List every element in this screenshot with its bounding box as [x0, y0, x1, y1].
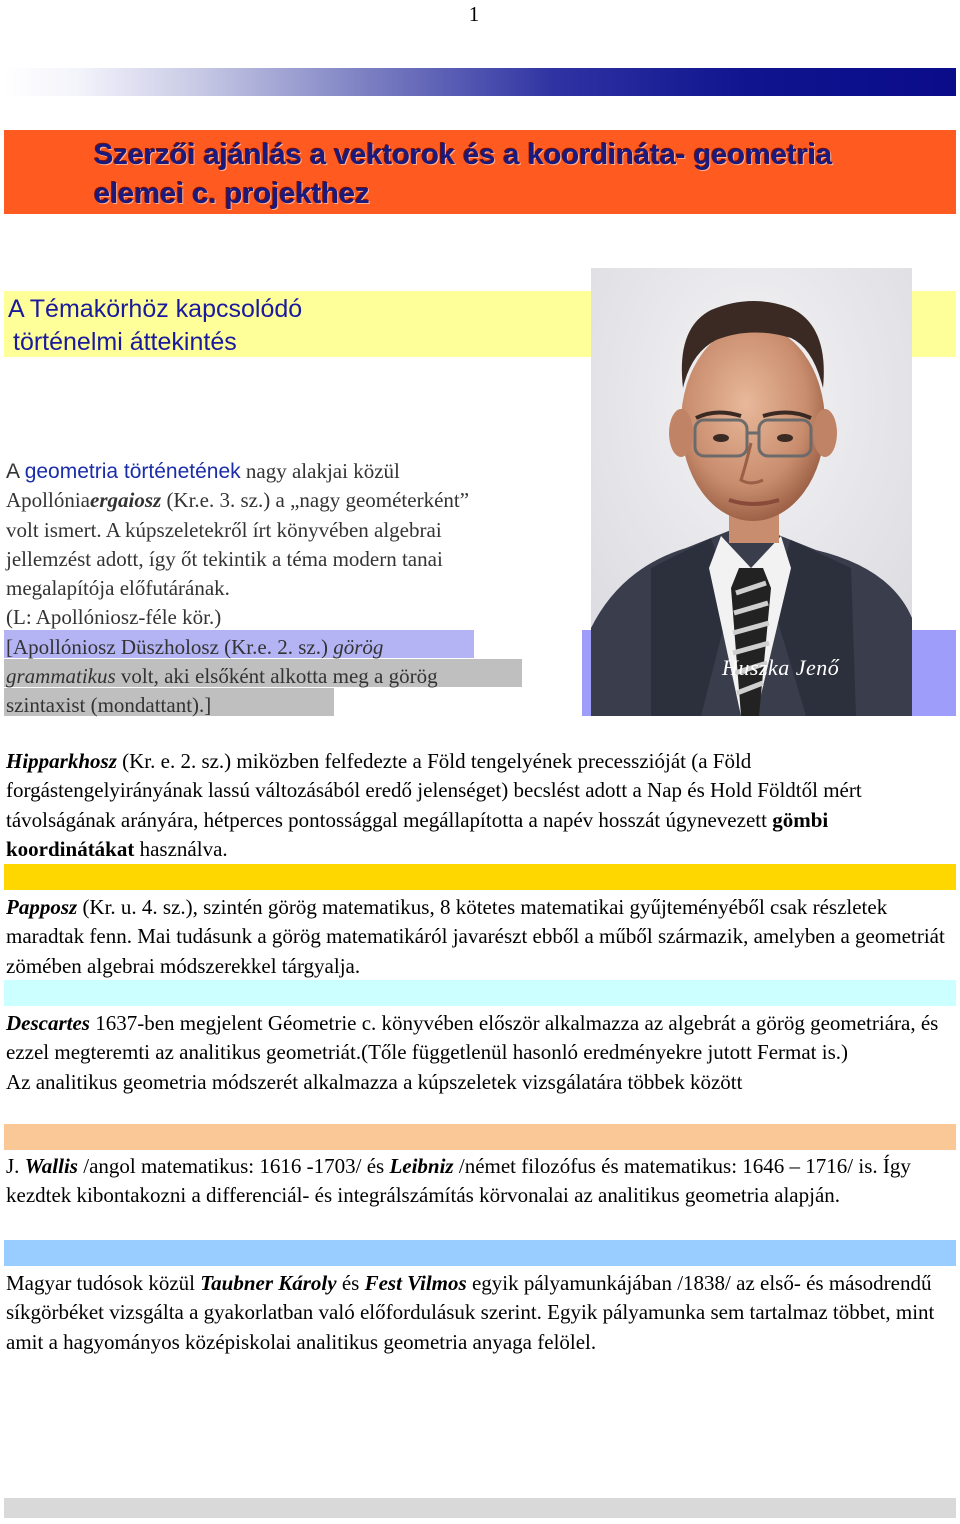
intro-line-9: szintaxist (mondattant).]	[6, 693, 212, 718]
paragraph-text: /angol matematikus: 1616 -1703/ és	[77, 1154, 390, 1178]
paragraph-text: használva.	[134, 836, 228, 861]
intro-line-1	[6, 457, 580, 486]
intro-text: nagy alakjai közül	[240, 459, 400, 483]
intro-italic: grammatikus	[6, 664, 116, 689]
intro-line-7	[6, 633, 580, 662]
title-line-2: elemei c. projekthez	[94, 178, 370, 210]
title-line-1: Szerzői ajánlás a vektorok és a koordináta- geometria	[94, 139, 833, 171]
paragraph-text: (Kr. e. 2. sz.) miközben felfedezte a Föld tengelyének precesszióját (a Föld forgástengelyirányának lassú változásából eredő jelenséget) becslést adott a Nap és Hold Földtől mért távolságának arányára, hétperces pontossággal megállapította a napév hosszát úgynevezett	[6, 749, 862, 832]
descartes-paragraph	[6, 1009, 950, 1097]
subtitle-line-1: A Témakörhöz kapcsolódó	[8, 295, 303, 323]
intro-line-3	[6, 516, 580, 545]
gray-separator	[4, 1498, 956, 1518]
intro-text: [Apollóniosz Düszholosz (Kr.e. 2. sz.)	[6, 634, 334, 659]
person-name: Wallis	[24, 1154, 78, 1178]
portrait-illustration	[591, 268, 912, 716]
peach-separator	[4, 1124, 956, 1150]
section-subtitle	[8, 293, 302, 359]
intro-text: volt, aki elsőként alkotta meg a görög	[115, 664, 438, 689]
author-portrait	[591, 268, 912, 716]
paragraph-text: J.	[6, 1154, 25, 1178]
bold-term: gömbi koordinátákat	[6, 807, 829, 861]
person-name: Papposz	[6, 895, 78, 919]
intro-paragraph	[6, 457, 580, 721]
paragraph-text: Az analitikus geometria módszerét alkalmazza a kúpszeletek vizsgálatára többek között	[6, 1069, 743, 1094]
intro-quote: „nagy geométerként”	[290, 488, 470, 513]
header-gradient-bar	[4, 68, 956, 96]
intro-line-6: (L: Apollóniosz-féle kör.)	[6, 605, 222, 630]
wallis-leibniz-paragraph	[6, 1152, 950, 1211]
paragraph-text: egyik pályamunkájában /1838/ az első- és másodrendű síkgörbéket vizsgálta a gyakorlatban való előfordulásuk szerint. Egyik pályamunka sem tartalmaz többet, mint amit a hagyományos középiskolai analitikus geometria anyaga felölel.	[6, 1271, 935, 1354]
photo-caption: Huszka Jenő	[722, 655, 840, 680]
paragraph-text: és	[336, 1271, 365, 1295]
intro-italic: görög	[333, 634, 384, 659]
paragraph-text: 1637-ben megjelent Géometrie c. könyvében először alkalmazza az algebrát a görög geometriára, és ezzel megteremti az analitikus geometriát.(Tőle függetlenül hasonló eredményekre jutott Fermat is.)	[6, 1011, 939, 1065]
page-number: 1	[468, 2, 480, 26]
paragraph-text: (Kr. u. 4. sz.), szintén görög matematikus, 8 kötetes matematikai gyűjteményéből csak részletek maradtak fenn. Mai tudásunk a görög matematikáról javarészt ebből a műből származik, amelyben a geometriát zömében algebrai módszerekkel tárgyalja.	[6, 895, 945, 978]
person-name: Descartes	[6, 1011, 90, 1035]
hipparkhosz-paragraph	[6, 747, 950, 864]
intro-text: Apollónia	[6, 488, 90, 513]
page-title	[94, 136, 944, 214]
paragraph-text: /német filozófus és matematikus: 1646 – 1716/ is. Így kezdtek kibontakozni a differenciál- és integrálszámítás körvonalai az analitikus geometria alapján.	[6, 1154, 911, 1208]
intro-line-8	[6, 662, 580, 691]
intro-line-2	[6, 486, 580, 515]
blue-separator	[4, 1240, 956, 1266]
person-name: Hipparkhosz	[6, 749, 117, 773]
intro-line-5: megalapítója előfutárának.	[6, 576, 230, 601]
papposz-paragraph	[6, 893, 950, 981]
hungarian-scholars-paragraph	[6, 1269, 950, 1357]
paragraph-text: Magyar tudósok közül	[6, 1271, 201, 1295]
cyan-separator	[4, 980, 956, 1006]
person-name: Leibniz	[389, 1154, 454, 1178]
person-name: Fest Vilmos	[364, 1271, 467, 1295]
intro-emphasis: ergaiosz	[90, 488, 162, 513]
intro-line-4: jellemzést adott, így őt tekintik a téma modern tanai	[6, 546, 443, 571]
gold-separator	[4, 864, 956, 890]
person-name: Taubner Károly	[200, 1271, 337, 1295]
geometry-history-link[interactable]: geometria történetének	[24, 460, 241, 483]
subtitle-line-2: történelmi áttekintés	[13, 328, 237, 356]
intro-text: (Kr.e. 3. sz.) a	[161, 488, 291, 513]
intro-text: A kúpszeletekről írt könyvében algebrai	[101, 517, 442, 542]
intro-text: volt ismert.	[6, 517, 102, 542]
intro-text: A	[6, 460, 25, 483]
